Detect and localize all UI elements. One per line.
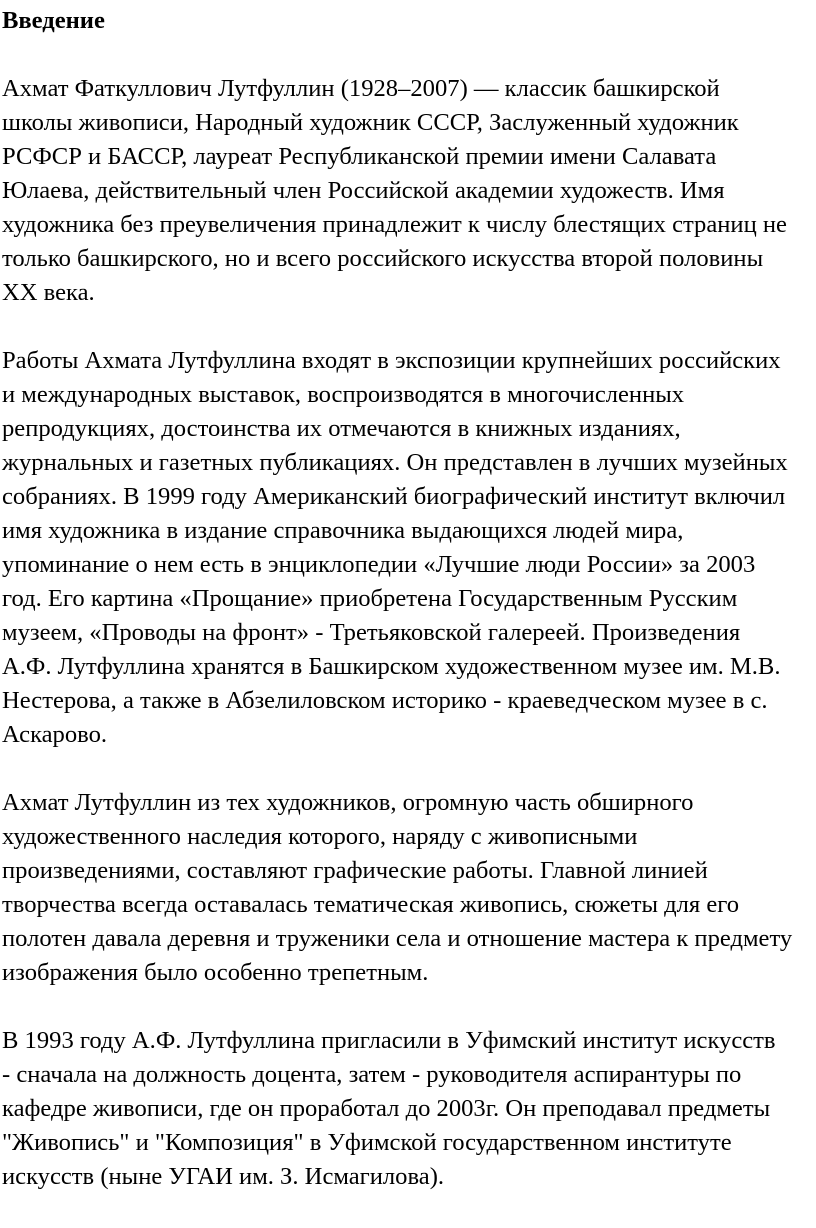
- paragraph-line: произведениями, составляют графические работы. Главной линией: [2, 857, 708, 884]
- paragraph-line: XX века.: [2, 279, 95, 306]
- paragraph-line: собраниях. В 1999 году Американский биографический институт включил: [2, 483, 786, 510]
- paragraph-works: [2, 344, 814, 752]
- paragraph-line: Работы Ахмата Лутфуллина входят в экспозиции крупнейших российских: [2, 347, 781, 374]
- paragraph-line: Ахмат Лутфуллин из тех художников, огромную часть обширного: [2, 789, 694, 816]
- paragraph-graphics: [2, 786, 814, 990]
- paragraph-line: изображения было особенно трепетным.: [2, 959, 429, 986]
- paragraph-line: год. Его картина «Прощание» приобретена Государственным Русским: [2, 585, 738, 612]
- paragraph-line: Юлаева, действительный член Российской академии художеств. Имя: [2, 177, 725, 204]
- paragraph-line: только башкирского, но и всего российского искусства второй половины: [2, 245, 764, 272]
- paragraph-line: упоминание о нем есть в энциклопедии «Лучшие люди России» за 2003: [2, 551, 756, 578]
- paragraph-line: репродукциях, достоинства их отмечаются в книжных изданиях,: [2, 415, 681, 442]
- paragraph-line: художественного наследия которого, наряду с живописными: [2, 823, 638, 850]
- document-heading: Введение: [2, 7, 105, 34]
- paragraph-line: имя художника в издание справочника выдающихся людей мира,: [2, 517, 684, 544]
- paragraph-line: В 1993 году А.Ф. Лутфуллина пригласили в Уфимский институт искусств: [2, 1027, 776, 1054]
- paragraph-line: творчества всегда оставалась тематическая живопись, сюжеты для его: [2, 891, 740, 918]
- paragraph-line: кафедре живописи, где он проработал до 2003г. Он преподавал предметы: [2, 1095, 771, 1122]
- paragraph-teaching: [2, 1024, 814, 1194]
- paragraph-line: полотен давала деревня и труженики села и отношение мастера к предмету: [2, 925, 793, 952]
- paragraph-line: Аскарово.: [2, 721, 108, 748]
- paragraph-line: РСФСР и БАССР, лауреат Республиканской премии имени Салавата: [2, 143, 717, 170]
- paragraph-line: А.Ф. Лутфуллина хранятся в Башкирском художественном музее им. М.В.: [2, 653, 781, 680]
- paragraph-line: "Живопись" и "Композиция" в Уфимской государственном институте: [2, 1129, 732, 1156]
- paragraph-line: музеем, «Проводы на фронт» - Третьяковской галереей. Произведения: [2, 619, 741, 646]
- paragraph-line: Ахмат Фаткуллович Лутфуллин (1928–2007) — классик башкирской: [2, 75, 720, 102]
- paragraph-line: и международных выставок, воспроизводятся в многочисленных: [2, 381, 685, 408]
- paragraph-intro: [2, 72, 814, 310]
- paragraph-line: школы живописи, Народный художник СССР, Заслуженный художник: [2, 109, 739, 136]
- paragraph-line: - сначала на должность доцента, затем - руководителя аспирантуры по: [2, 1061, 742, 1088]
- paragraph-line: художника без преувеличения принадлежит к числу блестящих страниц не: [2, 211, 787, 238]
- paragraph-line: искусств (ныне УГАИ им. З. Исмагилова).: [2, 1163, 445, 1190]
- paragraph-line: Нестерова, а также в Абзелиловском историко - краеведческом музее в с.: [2, 687, 768, 714]
- paragraph-line: журнальных и газетных публикациях. Он представлен в лучших музейных: [2, 449, 788, 476]
